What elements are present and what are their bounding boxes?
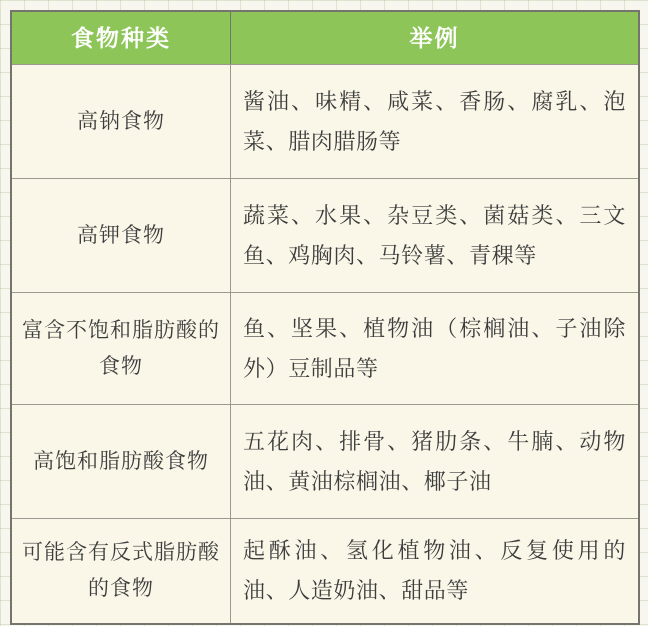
category-cell: 可能含有反式脂肪酸的食物 xyxy=(12,519,231,623)
examples-cell xyxy=(231,179,638,292)
category-cell: 高钠食物 xyxy=(12,65,231,178)
category-cell: 富含不饱和脂肪酸的食物 xyxy=(12,293,231,404)
examples-cell xyxy=(231,405,638,518)
category-cell: 高钾食物 xyxy=(12,179,231,292)
examples-cell xyxy=(231,65,638,178)
table-header-row xyxy=(12,12,638,64)
examples-text: 起酥油、氢化植物油、反复使用的油、人造奶油、甜品等 xyxy=(243,538,626,603)
examples-text: 酱油、味精、咸菜、香肠、腐乳、泡菜、腊肉腊肠等 xyxy=(243,88,626,154)
examples-cell xyxy=(231,519,638,623)
examples-text: 鱼、坚果、植物油（棕榈油、子油除外）豆制品等 xyxy=(243,315,626,381)
table-row-trans-fat xyxy=(12,518,638,623)
table-row-high-potassium xyxy=(12,178,638,292)
table-row-unsaturated-fat xyxy=(12,292,638,404)
category-cell: 高饱和脂肪酸食物 xyxy=(12,405,231,518)
table-row-saturated-fat xyxy=(12,404,638,518)
examples-cell xyxy=(231,293,638,404)
table-row-high-sodium xyxy=(12,64,638,178)
examples-text: 蔬菜、水果、杂豆类、菌菇类、三文鱼、鸡胸肉、马铃薯、青稞等 xyxy=(243,202,626,268)
header-cell-examples: 举例 xyxy=(409,25,460,51)
header-cell-food-category: 食物种类 xyxy=(12,12,231,64)
examples-text: 五花肉、排骨、猪肋条、牛腩、动物油、黄油棕榈油、椰子油 xyxy=(243,428,626,494)
food-category-table xyxy=(10,10,640,625)
